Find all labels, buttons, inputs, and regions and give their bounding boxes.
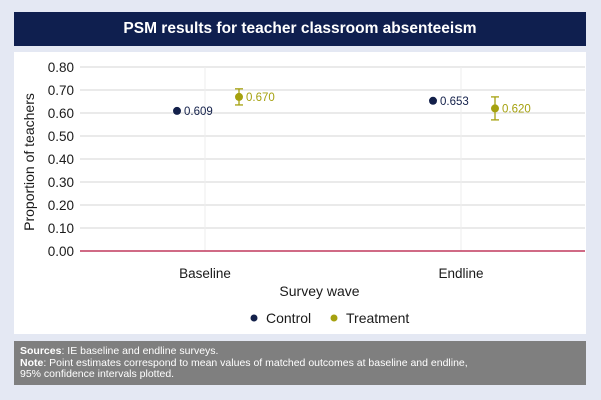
data-marks — [173, 89, 531, 120]
data-point — [491, 104, 499, 112]
legend-label: Control — [266, 310, 312, 326]
legend-marker — [331, 315, 338, 322]
x-tick-label: Endline — [438, 266, 484, 281]
y-tick-label: 0.50 — [47, 129, 74, 144]
y-tick-label: 0.70 — [47, 83, 74, 98]
y-tick-label: 0.80 — [47, 60, 74, 75]
y-tick-label: 0.30 — [47, 175, 74, 190]
x-tick-labels — [179, 266, 483, 281]
data-label: 0.609 — [184, 105, 213, 118]
y-tick-label: 0.40 — [47, 152, 74, 167]
chart-area — [14, 52, 586, 334]
data-label: 0.653 — [440, 95, 469, 108]
data-point — [173, 107, 181, 115]
y-tick-label: 0.00 — [47, 244, 74, 259]
y-tick-labels — [48, 60, 74, 259]
y-tick-label: 0.10 — [47, 221, 74, 236]
x-axis-title: Survey wave — [279, 283, 360, 299]
legend-label: Treatment — [346, 310, 410, 326]
note-label: Note — [20, 356, 44, 369]
note-text: : Point estimates correspond to mean values of matched outcomes at baseline and endline, — [43, 356, 468, 369]
y-axis-title: Proportion of teachers — [21, 93, 37, 231]
y-tick-label: 0.60 — [47, 106, 74, 121]
footnote-note-line-2: 95% confidence intervals plotted. — [20, 368, 175, 380]
y-tick-label: 0.20 — [47, 198, 74, 213]
x-tick-label: Baseline — [179, 266, 231, 281]
legend-marker — [251, 315, 258, 322]
data-point — [235, 93, 243, 101]
footnote — [14, 341, 586, 385]
legend — [251, 310, 410, 326]
sources-text: : IE baseline and endline surveys. — [61, 345, 219, 357]
chart-title: PSM results for teacher classroom absenteeism — [14, 12, 586, 46]
data-label: 0.670 — [246, 91, 275, 104]
sources-label: Sources — [20, 345, 62, 357]
grid-layer — [80, 67, 585, 251]
data-point — [429, 97, 437, 105]
chart-svg — [14, 52, 586, 334]
data-label: 0.620 — [502, 103, 531, 116]
